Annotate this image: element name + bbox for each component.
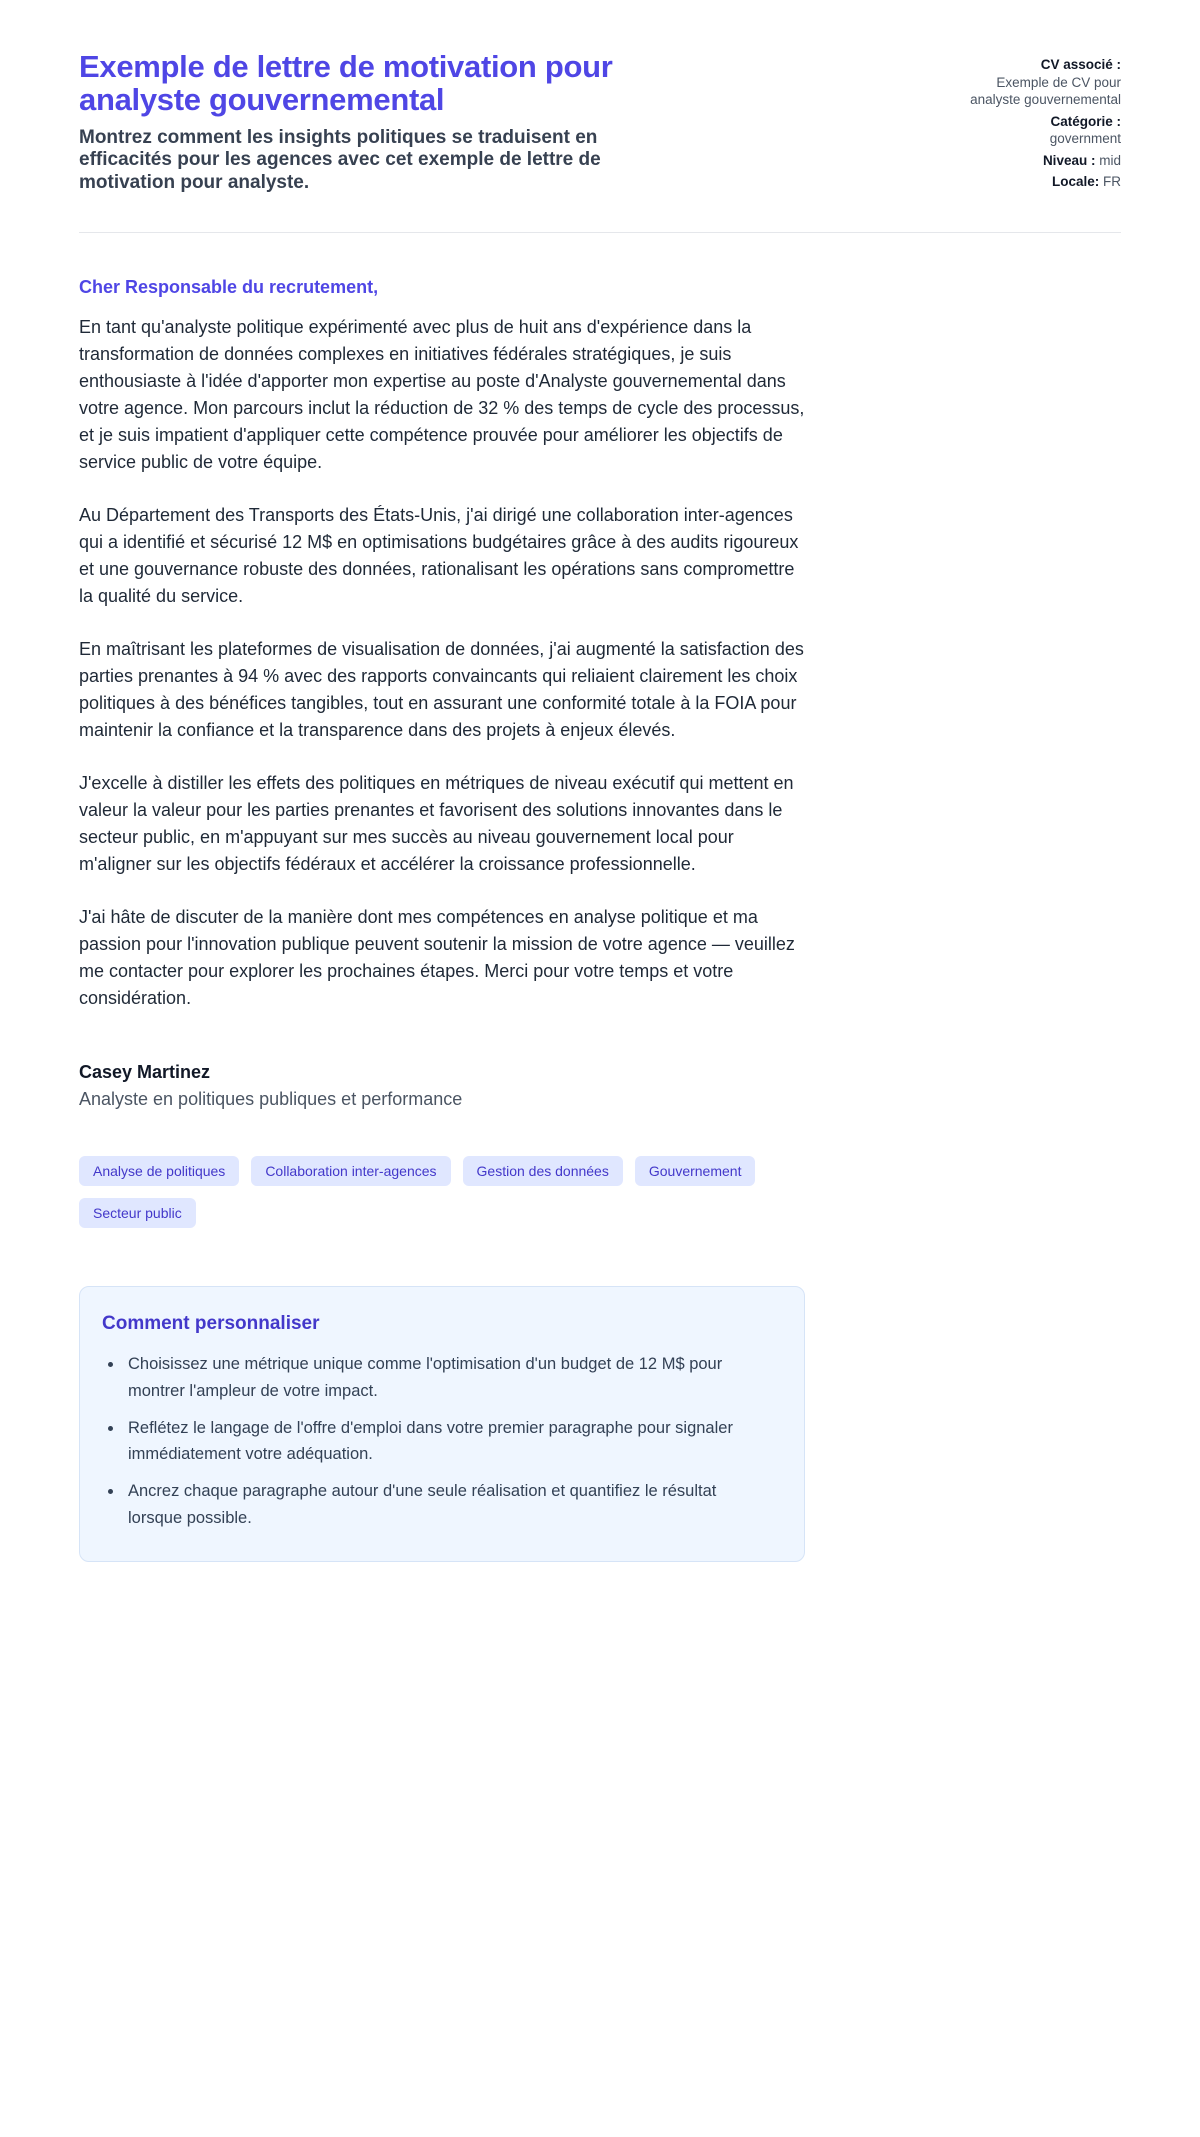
tag-gouvernement: Gouvernement — [635, 1156, 756, 1186]
tips-box — [79, 1286, 805, 1562]
meta-panel — [946, 50, 1121, 191]
letter-paragraph-2: Au Département des Transports des États-Unis, j'ai dirigé une collaboration inter-agences qui a identifié et sécurisé 12 M$ en optimisations budgétaires grâce à des audits rigoureux et une gouvernance robuste des données, rationalisant les opérations sans compromettre la qualité du service. — [79, 505, 799, 607]
tip-item-3: • Ancrez chaque paragraphe autour d'une seule réalisation et quantifiez le résultat lorsque possible. — [124, 1478, 764, 1531]
page — [79, 0, 1121, 1682]
header-divider — [79, 232, 1121, 233]
tag-analyse-de-politiques: Analyse de politiques — [79, 1156, 239, 1186]
meta-category-label: Catégorie : — [1050, 113, 1121, 129]
meta-locale-row — [946, 173, 1121, 191]
header — [79, 50, 1121, 194]
header-left — [79, 50, 719, 194]
page-title: Exemple de lettre de motivation pour analyste gouvernemental — [79, 49, 613, 118]
signature-title: Analyste en politiques publiques et performance — [79, 1089, 463, 1110]
meta-category-value: government — [1049, 131, 1121, 147]
meta-locale-label: Locale: — [1051, 174, 1100, 190]
page-subtitle: Montrez comment les insights politiques se traduisent en efficacités pour les agences avec cet exemple de lettre de motivation pour analyste. — [79, 126, 601, 193]
letter-paragraph-3: En maîtrisant les plateformes de visualisation de données, j'ai augmenté la satisfaction des parties prenantes à 94 % avec des rapports convaincants qui reliaient clairement les choix politiques à des bénéfices tangibles, tout en assurant une conformité totale à la FOIA pour maintenir la confiance et la transparence dans des projets à enjeux élevés. — [79, 639, 804, 741]
tag-collaboration-inter-agences: Collaboration inter-agences — [251, 1156, 450, 1186]
tips-list — [102, 1351, 776, 1531]
meta-locale-value: FR — [1103, 174, 1121, 190]
meta-level-label: Niveau : — [1042, 152, 1096, 168]
tip-item-1: • Choisissez une métrique unique comme l'optimisation d'un budget de 12 M$ pour montrer l'ampleur de votre impact. — [124, 1351, 764, 1404]
signature-name: Casey Martinez — [79, 1062, 211, 1083]
letter-paragraph-1: En tant qu'analyste politique expérimenté avec plus de huit ans d'expérience dans la transformation de données complexes en initiatives fédérales stratégiques, je suis enthousiaste à l'idée d'apporter mon expertise au poste d'Analyste gouvernemental dans votre agence. Mon parcours inclut la réduction de 32 % des temps de cycle des processus, et je suis impatient d'appliquer cette compétence prouvée pour améliorer les objectifs de service public de votre équipe. — [79, 317, 805, 473]
tip-item-2: • Reflétez le langage de l'offre d'emploi dans votre premier paragraphe pour signaler immédiatement votre adéquation. — [124, 1415, 764, 1468]
tag-list — [79, 1156, 805, 1228]
letter-paragraph-5: J'ai hâte de discuter de la manière dont mes compétences en analyse politique et ma passion pour l'innovation publique peuvent soutenir la mission de votre agence — veuillez me contacter pour explorer les prochaines étapes. Merci pour votre temps et votre considération. — [79, 907, 795, 1009]
tag-gestion-des-donnees: Gestion des données — [463, 1156, 623, 1186]
salutation: Cher Responsable du recrutement, — [79, 277, 379, 298]
tag-secteur-public: Secteur public — [79, 1198, 196, 1228]
meta-level-value: mid — [1099, 152, 1121, 168]
tips-title: Comment personnaliser — [102, 1313, 320, 1335]
meta-cv-label: CV associé : — [1040, 57, 1121, 72]
meta-cv-value: Exemple de CV pour analyste gouvernemental — [970, 74, 1121, 108]
letter-paragraph-4: J'excelle à distiller les effets des politiques en métriques de niveau exécutif qui mettent en valeur la valeur pour les parties prenantes et favorisent des solutions innovantes dans le secteur public, en m'appuyant sur mes succès au niveau gouvernement local pour m'aligner sur les objectifs fédéraux et accélérer la croissance professionnelle. — [79, 773, 794, 875]
letter-body — [79, 277, 805, 1562]
meta-level-row — [946, 152, 1121, 170]
